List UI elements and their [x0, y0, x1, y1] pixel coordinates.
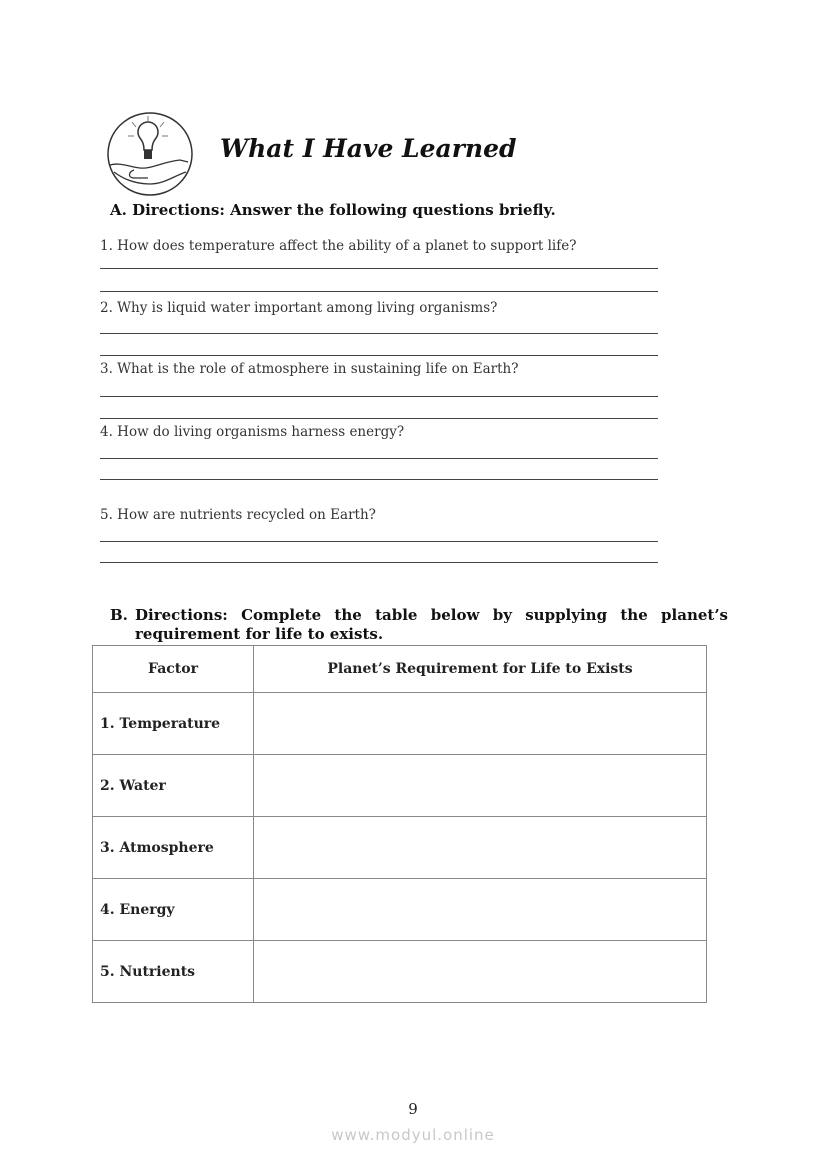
- answer-cell[interactable]: [254, 879, 707, 941]
- table-row: [93, 693, 707, 755]
- table-row: [93, 941, 707, 1003]
- factor-cell: 5. Nutrients: [93, 941, 254, 1003]
- question-4: 4. How do living organisms harness energy?: [100, 424, 405, 440]
- answer-line[interactable]: [100, 333, 658, 334]
- table-header-row: [93, 646, 707, 693]
- header-requirement: Planet’s Requirement for Life to Exists: [254, 646, 707, 693]
- answer-line[interactable]: [100, 396, 658, 397]
- answer-line[interactable]: [100, 541, 658, 542]
- section-b-text: Directions: Complete the table below by supplying the planet’s requirement for life to exists.: [135, 606, 728, 643]
- table-row: [93, 817, 707, 879]
- page-number: 9: [408, 1100, 418, 1118]
- answer-cell[interactable]: [254, 817, 707, 879]
- section-a-directions: A. Directions: Answer the following questions briefly.: [110, 201, 556, 219]
- answer-line[interactable]: [100, 562, 658, 563]
- question-5: 5. How are nutrients recycled on Earth?: [100, 507, 376, 523]
- answer-line[interactable]: [100, 479, 658, 480]
- answer-cell[interactable]: [254, 693, 707, 755]
- factor-cell: 4. Energy: [93, 879, 254, 941]
- page-title: What I Have Learned: [220, 134, 517, 163]
- section-b-label: B.: [110, 606, 128, 624]
- section-b-directions: [110, 606, 728, 644]
- answer-line[interactable]: [100, 268, 658, 269]
- factor-cell: 3. Atmosphere: [93, 817, 254, 879]
- question-3: 3. What is the role of atmosphere in sustaining life on Earth?: [100, 361, 519, 377]
- answer-line[interactable]: [100, 291, 658, 292]
- table-row: [93, 879, 707, 941]
- watermark: www.modyul.online: [331, 1126, 495, 1144]
- factor-cell: 1. Temperature: [93, 693, 254, 755]
- question-2: 2. Why is liquid water important among living organisms?: [100, 300, 498, 316]
- factor-cell: 2. Water: [93, 755, 254, 817]
- header-factor: Factor: [93, 646, 254, 693]
- answer-cell[interactable]: [254, 941, 707, 1003]
- answer-line[interactable]: [100, 458, 658, 459]
- requirements-table: [92, 645, 707, 1003]
- answer-line[interactable]: [100, 418, 658, 419]
- question-1: 1. How does temperature affect the ability of a planet to support life?: [100, 238, 577, 254]
- answer-line[interactable]: [100, 355, 658, 356]
- lightbulb-hand-icon: [104, 110, 196, 198]
- table-row: [93, 755, 707, 817]
- answer-cell[interactable]: [254, 755, 707, 817]
